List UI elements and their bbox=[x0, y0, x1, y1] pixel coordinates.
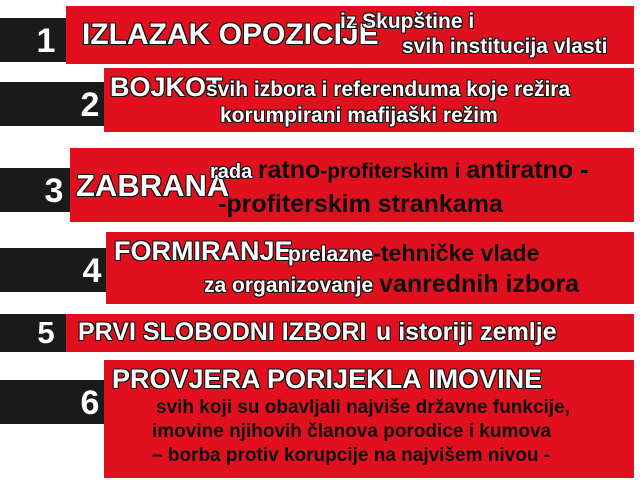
item-heading: FORMIRANJE bbox=[114, 236, 293, 266]
item-line: -profiterskim strankama bbox=[218, 190, 503, 218]
item-line: iz Skupštine i bbox=[340, 10, 475, 33]
item-text: -profiterskim i bbox=[320, 160, 467, 183]
item-text: -tehničke vlade bbox=[373, 240, 540, 266]
item-line: svih institucija vlasti bbox=[402, 35, 608, 58]
item-text: ratno bbox=[257, 156, 321, 184]
item-line: svih izbora i referenduma koje režira bbox=[206, 78, 571, 101]
item-text: vanrednih izbora bbox=[379, 270, 580, 298]
item-panel bbox=[104, 360, 634, 478]
item-line: korumpirani mafijaški režim bbox=[220, 104, 498, 127]
item-line bbox=[210, 158, 588, 183]
list-item-6 bbox=[0, 356, 640, 480]
item-panel bbox=[106, 232, 634, 304]
item-number: 5 bbox=[37, 315, 55, 350]
item-heading: PROVJERA PORIJEKLA IMOVINE bbox=[112, 364, 543, 394]
item-heading: IZLAZAK OPOZICIJE bbox=[82, 18, 379, 51]
list-item-5 bbox=[0, 312, 640, 354]
item-line bbox=[204, 272, 579, 297]
item-panel bbox=[104, 68, 634, 132]
item-heading: BOJKOT bbox=[110, 72, 223, 102]
item-line: u istoriji zemlje bbox=[376, 318, 557, 346]
list-item-4 bbox=[0, 230, 640, 310]
item-heading: ZABRANA bbox=[76, 168, 230, 203]
item-panel bbox=[66, 6, 634, 64]
item-text: prelazne bbox=[288, 243, 374, 266]
item-heading: PRVI SLOBODNI IZBORI bbox=[78, 318, 367, 346]
list-item-3 bbox=[0, 140, 640, 226]
item-line: – borba protiv korupcije na najvišem nivou - bbox=[152, 445, 551, 466]
list-item-2 bbox=[0, 66, 640, 136]
item-line bbox=[288, 242, 539, 265]
item-number: 2 bbox=[80, 86, 100, 124]
item-panel bbox=[70, 148, 634, 222]
item-number: 6 bbox=[80, 384, 100, 422]
item-number: 1 bbox=[36, 22, 56, 60]
item-text: rada bbox=[210, 161, 258, 183]
item-number: 4 bbox=[82, 252, 102, 290]
item-line: svih koji su obavljali najviše državne funkcije, bbox=[156, 397, 570, 418]
item-text: antiratno - bbox=[466, 156, 589, 184]
item-number: 3 bbox=[44, 172, 64, 210]
item-line: imovine njihovih članova porodice i kumova bbox=[152, 421, 552, 442]
item-panel bbox=[66, 314, 634, 352]
list-item-1 bbox=[0, 0, 640, 66]
item-text: za organizovanje bbox=[204, 274, 380, 297]
